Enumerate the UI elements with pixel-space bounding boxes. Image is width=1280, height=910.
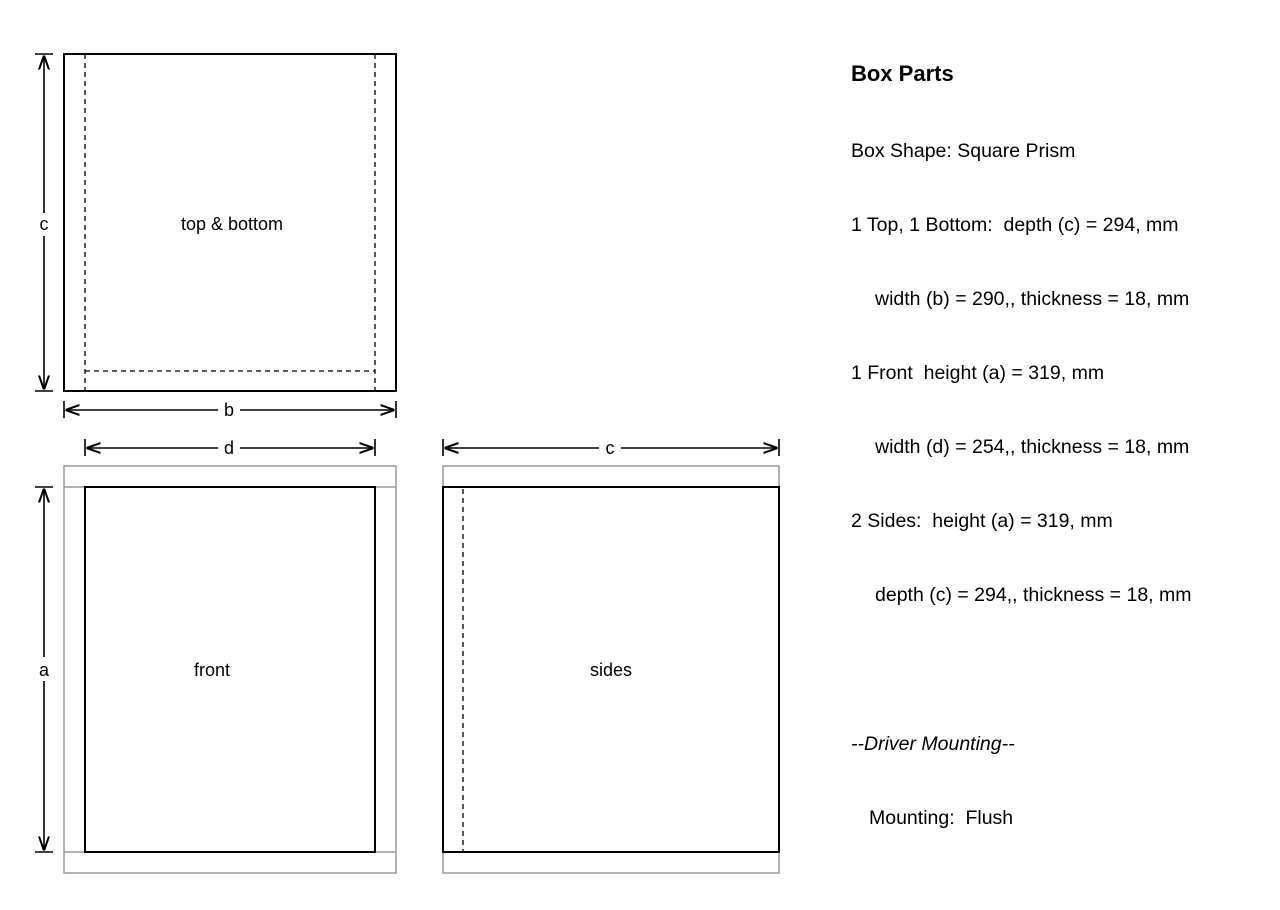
dim-c2-label: c (605, 438, 615, 458)
top-bottom-spec: 1 Top, 1 Bottom: depth (c) = 294, mm (851, 213, 1179, 236)
front-spec: 1 Front height (a) = 319, mm (851, 362, 1105, 385)
dim-b-label: b (223, 400, 235, 420)
dim-c-label: c (39, 214, 49, 234)
spacer (851, 658, 1271, 683)
box-shape-text: Box Shape: Square Prism (851, 139, 1076, 162)
dim-d-label: d (223, 438, 235, 458)
front-panel (64, 466, 396, 873)
dimension-c-horizontal (443, 438, 779, 458)
dimension-a-vertical (35, 487, 53, 852)
top-bottom-spec-detail: width (b) = 290,, thickness = 18, mm (875, 288, 1190, 311)
top-bottom-panel (64, 54, 396, 391)
dimension-b-horizontal (64, 400, 396, 420)
dimension-c-vertical (35, 54, 53, 391)
sides-spec-detail: depth (c) = 294,, thickness = 18, mm (875, 584, 1192, 607)
front-label: front (193, 660, 231, 680)
top-bottom-label: top & bottom (180, 214, 284, 234)
dim-a-label: a (38, 660, 50, 680)
box-parts-title: Box Parts (851, 61, 954, 87)
box-parts-panel (851, 10, 1271, 855)
front-spec-detail: width (d) = 254,, thickness = 18, mm (875, 436, 1190, 459)
sides-spec: 2 Sides: height (a) = 319, mm (851, 510, 1113, 533)
mounting-value: Mounting: Flush (869, 806, 1014, 829)
sides-panel (443, 466, 779, 873)
dimension-d-horizontal (85, 438, 375, 458)
driver-mounting-heading: --Driver Mounting-- (851, 732, 1015, 755)
sides-label: sides (589, 660, 633, 680)
